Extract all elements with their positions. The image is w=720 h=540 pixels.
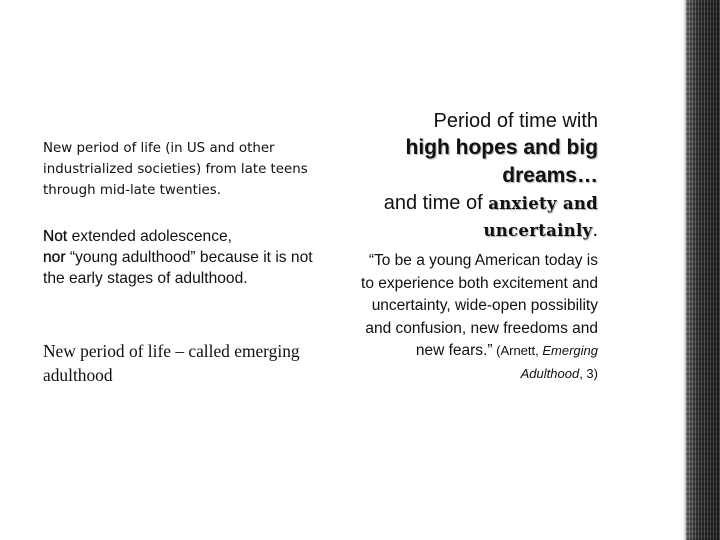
arnett-quote <box>358 250 598 385</box>
hopes-bold: high hopes and big dreams… <box>405 136 598 187</box>
not-word: Not <box>43 228 68 245</box>
anxiety-text: anxiety and uncertainly <box>483 194 598 240</box>
citation-open: (Arnett, <box>492 343 543 358</box>
hopes-period: . <box>592 219 598 241</box>
definition-paragraph <box>43 138 318 201</box>
citation-title: Emerging Adulthood <box>520 343 598 381</box>
definition-rest: (in US and other industrialized societies) from late teens through mid-late twenties. <box>43 141 308 198</box>
emerging-adulthood-paragraph: New period of life – called emerging adulthood <box>43 341 300 385</box>
nor-text: “young adulthood” because it is not the early stages of adulthood. <box>43 249 313 287</box>
not-adolescence-paragraph <box>43 226 318 289</box>
citation-close: , 3) <box>579 365 598 381</box>
hopes-line3: and time of <box>383 192 489 214</box>
hopes-heading <box>358 108 598 244</box>
left-column <box>43 138 318 385</box>
quote-text: “To be a young American today is to experience both excitement and uncertainty, wide-open possibility and confusion, new freedoms and new fears.” <box>361 252 598 359</box>
not-text: extended adolescence, <box>67 228 233 245</box>
citation <box>493 343 599 381</box>
decorative-side-strip <box>686 0 720 540</box>
hopes-line1: Period of time with <box>433 110 598 132</box>
definition-lead: New period of life <box>43 141 161 156</box>
nor-word: nor <box>43 249 66 266</box>
right-column <box>358 108 598 381</box>
